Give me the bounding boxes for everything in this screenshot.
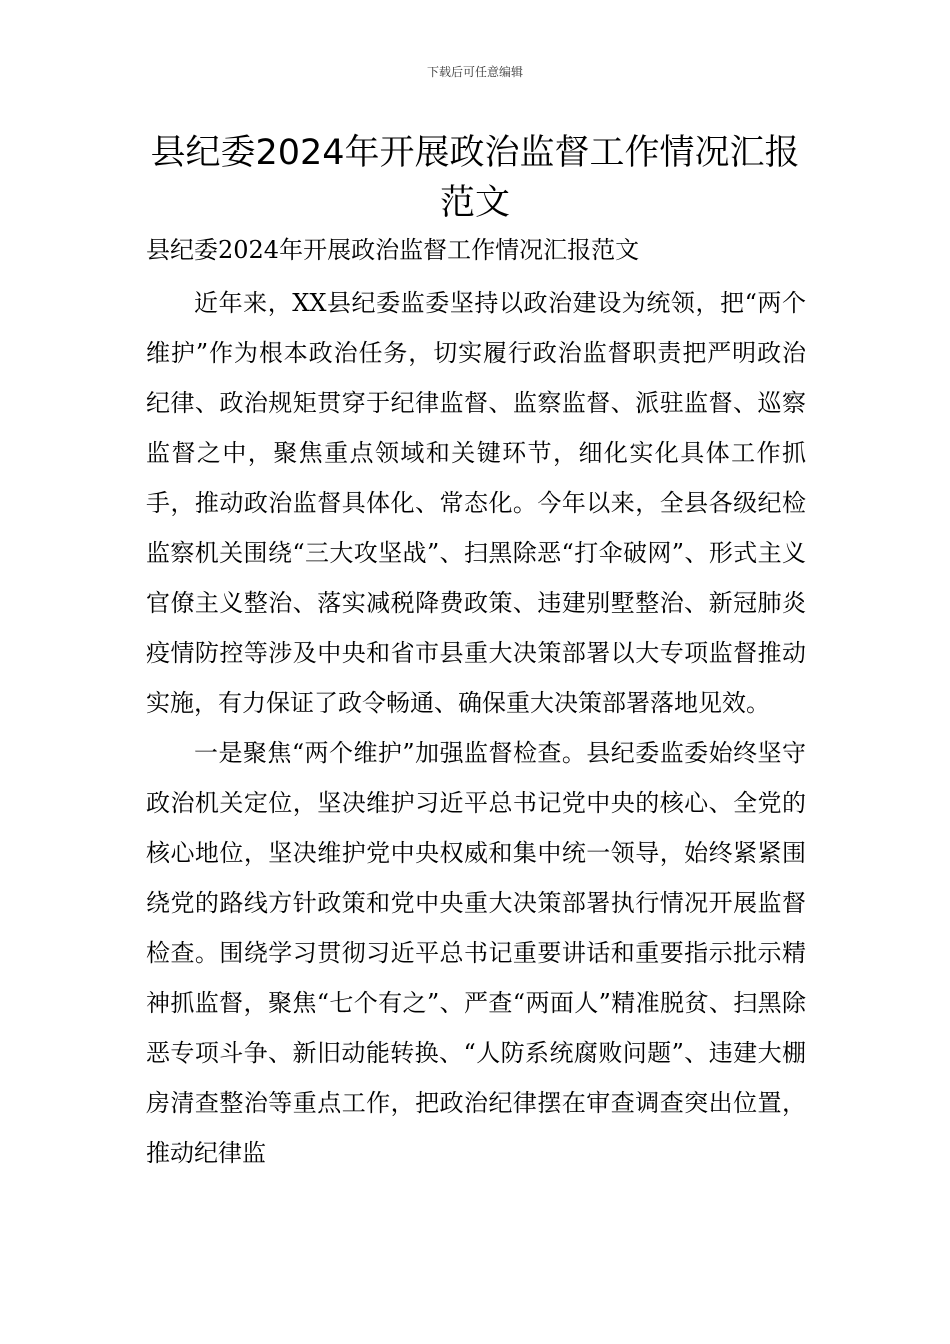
paragraph-intro: 近年来，XX县纪委监委坚持以政治建设为统领，把“两个维护”作为根本政治任务，切实履行政治监督职责把严明政治纪律、政治规矩贯穿于纪律监督、监察监督、派驻监督、巡察监督之中，聚焦重点领域和关键环节，细化实化具体工作抓手，推动政治监督具体化、常态化。今年以来，全县各级纪检监察机关围绕“三大攻坚战”、扫黑除恶“打伞破网”、形式主义官僚主义整治、落实减税降费政策、违建别墅整治、新冠肺炎疫情防控等涉及中央和省市县重大决策部署以大专项监督推动实施，有力保证了政令畅通、确保重大决策部署落地见效。 [146, 289, 806, 717]
document-title: 县纪委2024年开展政治监督工作情况汇报范文 [150, 133, 800, 223]
header-note: 下载后可任意编辑 [426, 65, 523, 79]
document-body [146, 278, 806, 1178]
document-subtitle: 县纪委2024年开展政治监督工作情况汇报范文 [146, 236, 640, 264]
paragraph-point-one: 一是聚焦“两个维护”加强监督检查。县纪委监委始终坚守政治机关定位，坚决维护习近平总书记党中央的核心、全党的核心地位，坚决维护党中央权威和集中统一领导，始终紧紧围绕党的路线方针政策和党中央重大决策部署执行情况开展监督检查。围绕学习贯彻习近平总书记重要讲话和重要指示批示精神抓监督，聚焦“七个有之”、严查“两面人”精准脱贫、扫黑除恶专项斗争、新旧动能转换、“人防系统腐败问题”、违建大棚房清查整治等重点工作，把政治纪律摆在审查调查突出位置，推动纪律监 [146, 739, 806, 1167]
